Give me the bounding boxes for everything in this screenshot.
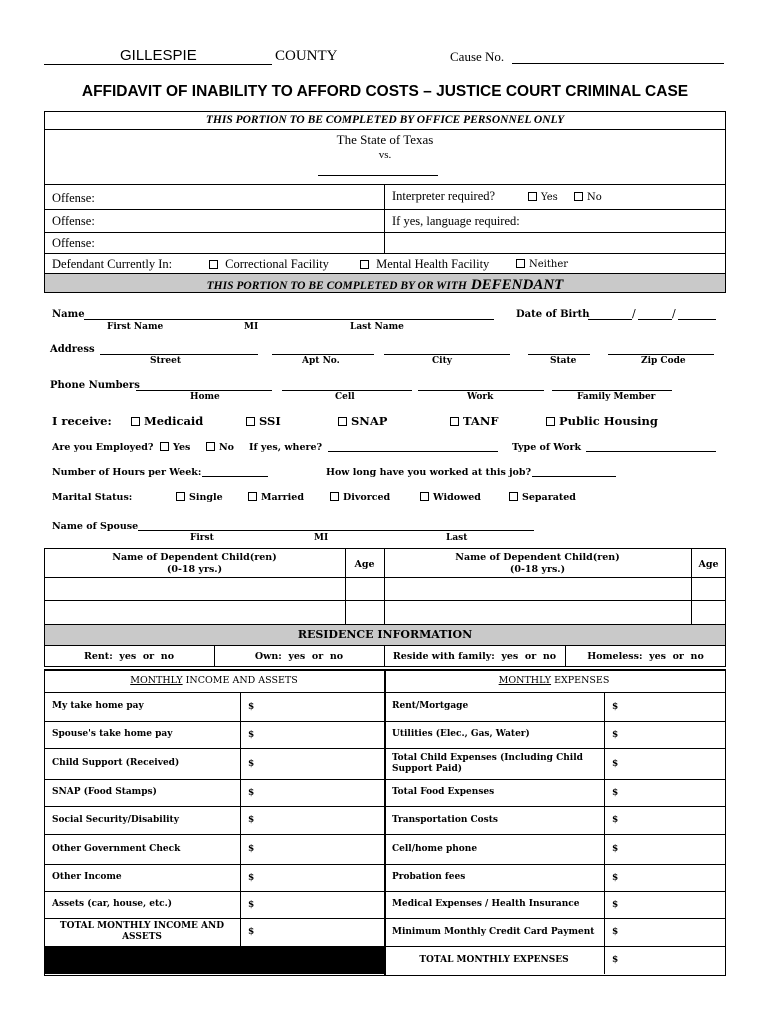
expense-amount-field[interactable]: $	[612, 955, 619, 965]
interpreter-no[interactable]: No	[574, 192, 602, 203]
income-label: Social Security/Disability	[52, 814, 179, 825]
apt-field[interactable]	[272, 354, 374, 355]
employer-field[interactable]	[328, 451, 498, 452]
income-label: Spouse's take home pay	[52, 729, 173, 739]
dependent-age-header-left: Age	[354, 559, 375, 570]
dependent-row-1-right[interactable]	[385, 578, 691, 600]
last-name-caption: Last Name	[350, 322, 404, 332]
benefit-medicaid[interactable]: Medicaid	[131, 414, 203, 428]
dob-month-field[interactable]	[588, 319, 632, 320]
expense-amount-field[interactable]: $	[612, 844, 619, 854]
dependent-age-header-right: Age	[698, 559, 719, 570]
checkbox-icon[interactable]	[160, 442, 169, 451]
offense-2-label[interactable]: Offense:	[52, 214, 95, 228]
expense-amount-field[interactable]: $	[612, 758, 619, 769]
residence-own[interactable]: Own: yes or no	[254, 651, 344, 662]
dependent-name-header-left: Name of Dependent Child(ren) (0-18 yrs.)	[112, 552, 277, 575]
receive-label: I receive:	[52, 414, 112, 428]
expense-label: Total Child Expenses (Including Child Support Paid)	[392, 752, 583, 774]
phone-label: Phone Numbers	[50, 380, 140, 391]
expense-amount-field[interactable]: $	[612, 701, 619, 712]
expense-label: Minimum Monthly Credit Card Payment	[392, 926, 595, 937]
home-phone-field[interactable]	[136, 390, 272, 391]
defendant-banner-text: THIS PORTION TO BE COMPLETED BY OR WITH DEFENDANT	[206, 277, 564, 293]
income-label: Assets (car, house, etc.)	[52, 899, 173, 909]
employed-yes[interactable]: Yes	[160, 442, 190, 453]
family-caption: Family Member	[577, 392, 656, 402]
city-caption: City	[432, 356, 452, 366]
checkbox-icon[interactable]	[206, 442, 215, 451]
dob-slash-1: /	[632, 307, 636, 320]
apt-caption: Apt No.	[302, 356, 340, 366]
expense-amount-field[interactable]: $	[612, 927, 619, 937]
benefit-public-housing[interactable]: Public Housing	[546, 414, 658, 428]
expense-amount-field[interactable]: $	[612, 872, 619, 883]
office-banner: THIS PORTION TO BE COMPLETED BY OFFICE PERSONNEL ONLY	[205, 114, 565, 126]
checkbox-icon[interactable]	[450, 417, 459, 426]
marital-separated[interactable]: Separated	[509, 492, 576, 503]
hours-field[interactable]	[202, 476, 268, 477]
family-phone-field[interactable]	[552, 390, 672, 391]
dependent-row-2-left[interactable]	[45, 601, 345, 623]
interpreter-label: Interpreter required?	[392, 189, 496, 203]
expense-label: Rent/Mortgage	[392, 701, 469, 711]
neither-option[interactable]: Neither	[516, 259, 568, 270]
city-field[interactable]	[384, 354, 510, 355]
dob-label: Date of Birth	[516, 309, 590, 320]
employed-no[interactable]: No	[206, 442, 234, 453]
spouse-last-caption: Last	[446, 533, 468, 543]
checkbox-icon[interactable]	[131, 417, 140, 426]
checkbox-icon[interactable]	[176, 492, 185, 501]
zip-field[interactable]	[608, 354, 714, 355]
hours-label: Number of Hours per Week:	[52, 467, 202, 478]
name-field[interactable]	[84, 319, 494, 320]
income-amount-field[interactable]: $	[248, 927, 255, 937]
spouse-first-caption: First	[190, 533, 214, 543]
cause-number-field[interactable]	[512, 63, 724, 64]
marital-married[interactable]: Married	[248, 492, 304, 503]
mental-health-option[interactable]: Mental Health Facility	[360, 257, 489, 272]
vs-label: vs.	[378, 149, 392, 161]
checkbox-icon[interactable]	[209, 260, 218, 269]
how-long-field[interactable]	[532, 476, 616, 477]
benefit-tanf[interactable]: TANF	[450, 414, 499, 428]
residence-family[interactable]: Reside with family: yes or no	[392, 651, 557, 662]
offense-1-label[interactable]: Offense:	[52, 191, 95, 205]
benefit-snap[interactable]: SNAP	[338, 414, 387, 428]
residence-rent[interactable]: Rent: yes or no	[83, 651, 175, 662]
checkbox-icon[interactable]	[528, 192, 537, 201]
income-amount-field[interactable]: $	[248, 758, 255, 769]
work-phone-field[interactable]	[418, 390, 544, 391]
income-label: Other Government Check	[52, 843, 181, 854]
income-amount-field[interactable]: $	[248, 815, 255, 825]
language-label[interactable]: If yes, language required:	[392, 214, 520, 228]
how-long-label: How long have you worked at this job?	[326, 467, 532, 478]
county-underline	[44, 64, 272, 65]
income-amount-field[interactable]: $	[248, 844, 255, 854]
income-column-divider	[240, 692, 241, 974]
home-caption: Home	[190, 392, 220, 402]
income-amount-field[interactable]: $	[248, 701, 255, 712]
expense-label: Total Food Expenses	[392, 787, 495, 797]
type-work-label: Type of Work	[512, 442, 582, 453]
county-label: COUNTY	[275, 48, 338, 64]
expense-label: Utilities (Elec., Gas, Water)	[392, 729, 530, 739]
employed-label: Are you Employed?	[52, 442, 154, 453]
checkbox-icon[interactable]	[338, 417, 347, 426]
name-label: Name	[52, 309, 85, 320]
street-caption: Street	[150, 356, 182, 366]
county-value[interactable]: GILLESPIE	[120, 47, 197, 64]
where-label: If yes, where?	[249, 442, 323, 453]
marital-single[interactable]: Single	[176, 492, 223, 503]
income-amount-field[interactable]: $	[248, 729, 255, 740]
dependent-row-1-left[interactable]	[45, 578, 345, 600]
work-caption: Work	[467, 392, 494, 402]
income-title: MONTHLY INCOME AND ASSETS	[130, 675, 298, 686]
marital-widowed[interactable]: Widowed	[420, 492, 481, 503]
income-label: My take home pay	[52, 701, 144, 711]
checkbox-icon[interactable]	[420, 492, 429, 501]
interpreter-yes[interactable]: Yes	[528, 192, 558, 203]
expense-label: Probation fees	[392, 872, 466, 882]
checkbox-icon[interactable]	[509, 492, 518, 501]
cell-phone-field[interactable]	[282, 390, 412, 391]
total-expenses-label: TOTAL MONTHLY EXPENSES	[419, 954, 569, 965]
dependent-row-2-right[interactable]	[385, 601, 691, 623]
marital-label: Marital Status:	[52, 492, 133, 503]
correctional-option[interactable]: Correctional Facility	[209, 257, 329, 272]
type-work-field[interactable]	[586, 451, 716, 452]
dob-year-field[interactable]	[678, 319, 716, 320]
income-label: Child Support (Received)	[52, 758, 180, 768]
dob-slash-2: /	[672, 307, 676, 320]
expense-label: Medical Expenses / Health Insurance	[392, 899, 580, 909]
spouse-label: Name of Spouse	[52, 521, 139, 532]
currently-in-label: Defendant Currently In:	[52, 257, 173, 271]
residence-homeless[interactable]: Homeless: yes or no	[587, 651, 704, 662]
cause-label: Cause No.	[450, 49, 505, 64]
cell-caption: Cell	[335, 392, 355, 402]
street-field[interactable]	[100, 354, 258, 355]
state-field[interactable]	[528, 354, 590, 355]
checkbox-icon[interactable]	[574, 192, 583, 201]
expense-column-divider	[604, 692, 605, 974]
benefit-ssi[interactable]: SSI	[246, 414, 281, 428]
checkbox-icon[interactable]	[360, 260, 369, 269]
income-label: Other Income	[52, 872, 122, 882]
page-title: AFFIDAVIT OF INABILITY TO AFFORD COSTS – JUSTICE COURT CRIMINAL CASE	[81, 83, 689, 100]
dob-day-field[interactable]	[638, 319, 672, 320]
expense-title: MONTHLY EXPENSES	[498, 675, 610, 686]
state-of-texas: The State of Texas	[336, 132, 434, 147]
total-income-label: TOTAL MONTHLY INCOME AND ASSETS	[59, 921, 225, 942]
first-name-caption: First Name	[107, 322, 164, 332]
address-label: Address	[50, 344, 95, 355]
expense-label: Transportation Costs	[392, 814, 498, 825]
mi-caption: MI	[244, 322, 259, 332]
checkbox-icon[interactable]	[246, 417, 255, 426]
expense-amount-field[interactable]: $	[612, 899, 619, 910]
checkbox-icon[interactable]	[546, 417, 555, 426]
state-caption: State	[550, 356, 577, 366]
income-blackout-amount	[241, 946, 384, 974]
checkbox-icon[interactable]	[330, 492, 339, 501]
offense-3-label[interactable]: Offense:	[52, 236, 95, 250]
income-amount-field[interactable]: $	[248, 787, 255, 798]
expense-amount-field[interactable]: $	[612, 729, 619, 740]
spouse-mi-caption: MI	[314, 533, 329, 543]
dependent-name-header-right: Name of Dependent Child(ren) (0-18 yrs.)	[455, 552, 620, 575]
residence-banner-text: RESIDENCE INFORMATION	[297, 628, 473, 641]
expense-label: Cell/home phone	[392, 843, 478, 854]
income-amount-field[interactable]: $	[248, 872, 255, 883]
expense-amount-field[interactable]: $	[612, 815, 619, 825]
checkbox-icon[interactable]	[516, 259, 525, 268]
zip-caption: Zip Code	[641, 356, 686, 366]
spouse-field[interactable]	[138, 530, 534, 531]
marital-divorced[interactable]: Divorced	[330, 492, 390, 503]
income-label: SNAP (Food Stamps)	[52, 787, 157, 797]
expense-amount-field[interactable]: $	[612, 787, 619, 798]
checkbox-icon[interactable]	[248, 492, 257, 501]
defendant-case-line[interactable]	[318, 175, 438, 176]
income-amount-field[interactable]: $	[248, 899, 255, 910]
income-blackout-label	[45, 946, 240, 974]
